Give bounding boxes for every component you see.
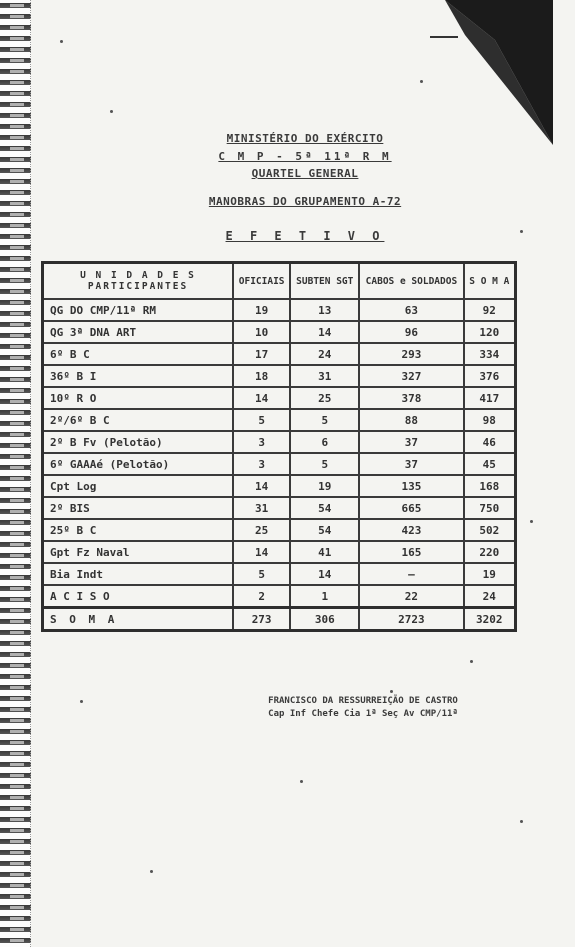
- cell-sum: 24: [464, 585, 516, 608]
- cell-subten-sgt: 5: [290, 409, 359, 431]
- total-officers: 273: [233, 608, 290, 631]
- cell-subten-sgt: 24: [290, 343, 359, 365]
- cell-subten-sgt: 5: [290, 453, 359, 475]
- cell-corporals-soldiers: 88: [359, 409, 463, 431]
- cell-unit: 6º GAAAé (Pelotão): [43, 453, 234, 475]
- cell-subten-sgt: 41: [290, 541, 359, 563]
- cell-unit: 10º R O: [43, 387, 234, 409]
- cell-officers: 2: [233, 585, 290, 608]
- cell-officers: 5: [233, 563, 290, 585]
- cell-sum: 376: [464, 365, 516, 387]
- speck: [390, 690, 393, 693]
- cell-unit: Bia Indt: [43, 563, 234, 585]
- cell-officers: 17: [233, 343, 290, 365]
- signatory-role: Cap Inf Chefe Cia 1ª Seç Av CMP/11ª: [268, 709, 458, 719]
- table-header-row: [43, 263, 516, 300]
- speck: [110, 110, 113, 113]
- cell-unit: 2º/6º B C: [43, 409, 234, 431]
- cell-sum: 92: [464, 299, 516, 321]
- cell-subten-sgt: 31: [290, 365, 359, 387]
- cell-sum: 750: [464, 497, 516, 519]
- cell-unit: 2º BIS: [43, 497, 234, 519]
- header-subten-sgt: SUBTEN SGT: [290, 263, 359, 300]
- table-row: [43, 585, 516, 608]
- cell-sum: 120: [464, 321, 516, 343]
- cell-corporals-soldiers: 293: [359, 343, 463, 365]
- table-row: [43, 497, 516, 519]
- command-title: C M P - 5ª 11ª R M: [218, 150, 392, 163]
- header-sum: S O M A: [464, 263, 516, 300]
- cell-sum: 19: [464, 563, 516, 585]
- cell-officers: 5: [233, 409, 290, 431]
- table-row: [43, 387, 516, 409]
- table-row: [43, 541, 516, 563]
- cell-officers: 18: [233, 365, 290, 387]
- table-row: [43, 519, 516, 541]
- table-row: [43, 299, 516, 321]
- cell-corporals-soldiers: —: [359, 563, 463, 585]
- speck: [520, 820, 523, 823]
- table-row: [43, 475, 516, 497]
- cell-corporals-soldiers: 96: [359, 321, 463, 343]
- cell-unit: Cpt Log: [43, 475, 234, 497]
- cell-sum: 417: [464, 387, 516, 409]
- cell-officers: 3: [233, 431, 290, 453]
- total-corporals-soldiers: 2723: [359, 608, 463, 631]
- cell-unit: 6º B C: [43, 343, 234, 365]
- cell-officers: 14: [233, 541, 290, 563]
- cell-officers: 19: [233, 299, 290, 321]
- headquarters-title: QUARTEL GENERAL: [251, 167, 359, 180]
- signatory-name: FRANCISCO DA RESSURREIÇÃO DE CASTRO: [268, 696, 458, 706]
- cell-unit: QG 3ª DNA ART: [43, 321, 234, 343]
- speck: [520, 230, 523, 233]
- cell-unit: 2º B Fv (Pelotão): [43, 431, 234, 453]
- speck: [530, 520, 533, 523]
- cell-officers: 14: [233, 475, 290, 497]
- speck: [420, 80, 423, 83]
- cell-corporals-soldiers: 423: [359, 519, 463, 541]
- cell-officers: 14: [233, 387, 290, 409]
- folded-corner: [445, 0, 553, 145]
- cell-sum: 220: [464, 541, 516, 563]
- header-officers: OFICIAIS: [233, 263, 290, 300]
- cell-subten-sgt: 54: [290, 497, 359, 519]
- cell-sum: 45: [464, 453, 516, 475]
- cell-sum: 334: [464, 343, 516, 365]
- cell-officers: 10: [233, 321, 290, 343]
- cell-subten-sgt: 19: [290, 475, 359, 497]
- speck: [60, 40, 63, 43]
- section-title: E F E T I V O: [225, 229, 385, 243]
- cell-subten-sgt: 25: [290, 387, 359, 409]
- scan-mark: [430, 36, 458, 38]
- cell-subten-sgt: 1: [290, 585, 359, 608]
- cell-corporals-soldiers: 327: [359, 365, 463, 387]
- cell-officers: 25: [233, 519, 290, 541]
- table-row: [43, 365, 516, 387]
- exercise-title: MANOBRAS DO GRUPAMENTO A-72: [208, 195, 402, 208]
- cell-corporals-soldiers: 135: [359, 475, 463, 497]
- personnel-table: [41, 261, 517, 632]
- cell-unit: 25º B C: [43, 519, 234, 541]
- signature-block: [228, 696, 498, 722]
- table-row: [43, 409, 516, 431]
- cell-sum: 46: [464, 431, 516, 453]
- table-row: [43, 321, 516, 343]
- cell-corporals-soldiers: 37: [359, 453, 463, 475]
- cell-sum: 168: [464, 475, 516, 497]
- table-row: [43, 563, 516, 585]
- speck: [150, 870, 153, 873]
- cell-subten-sgt: 6: [290, 431, 359, 453]
- cell-corporals-soldiers: 165: [359, 541, 463, 563]
- cell-sum: 502: [464, 519, 516, 541]
- cell-unit: Gpt Fz Naval: [43, 541, 234, 563]
- total-subten-sgt: 306: [290, 608, 359, 631]
- cell-officers: 31: [233, 497, 290, 519]
- table-row: [43, 431, 516, 453]
- cell-unit: 36º B I: [43, 365, 234, 387]
- cell-subten-sgt: 13: [290, 299, 359, 321]
- cell-subten-sgt: 14: [290, 563, 359, 585]
- cell-corporals-soldiers: 378: [359, 387, 463, 409]
- speck: [80, 700, 83, 703]
- header-corporals-soldiers: CABOS e SOLDADOS: [359, 263, 463, 300]
- cell-subten-sgt: 54: [290, 519, 359, 541]
- speck: [300, 780, 303, 783]
- total-row: [43, 608, 516, 631]
- cell-subten-sgt: 14: [290, 321, 359, 343]
- cell-sum: 98: [464, 409, 516, 431]
- total-unit: S O M A: [43, 608, 234, 631]
- total-sum: 3202: [464, 608, 516, 631]
- table-row: [43, 343, 516, 365]
- ministry-title: MINISTÉRIO DO EXÉRCITO: [226, 132, 384, 145]
- cell-officers: 3: [233, 453, 290, 475]
- speck: [470, 660, 473, 663]
- table-row: [43, 453, 516, 475]
- cell-corporals-soldiers: 37: [359, 431, 463, 453]
- cell-corporals-soldiers: 22: [359, 585, 463, 608]
- cell-unit: A C I S O: [43, 585, 234, 608]
- header-units: U N I D A D E S PARTICIPANTES: [43, 263, 234, 300]
- cell-unit: QG DO CMP/11ª RM: [43, 299, 234, 321]
- cell-corporals-soldiers: 665: [359, 497, 463, 519]
- spiral-holes: [10, 0, 24, 947]
- cell-corporals-soldiers: 63: [359, 299, 463, 321]
